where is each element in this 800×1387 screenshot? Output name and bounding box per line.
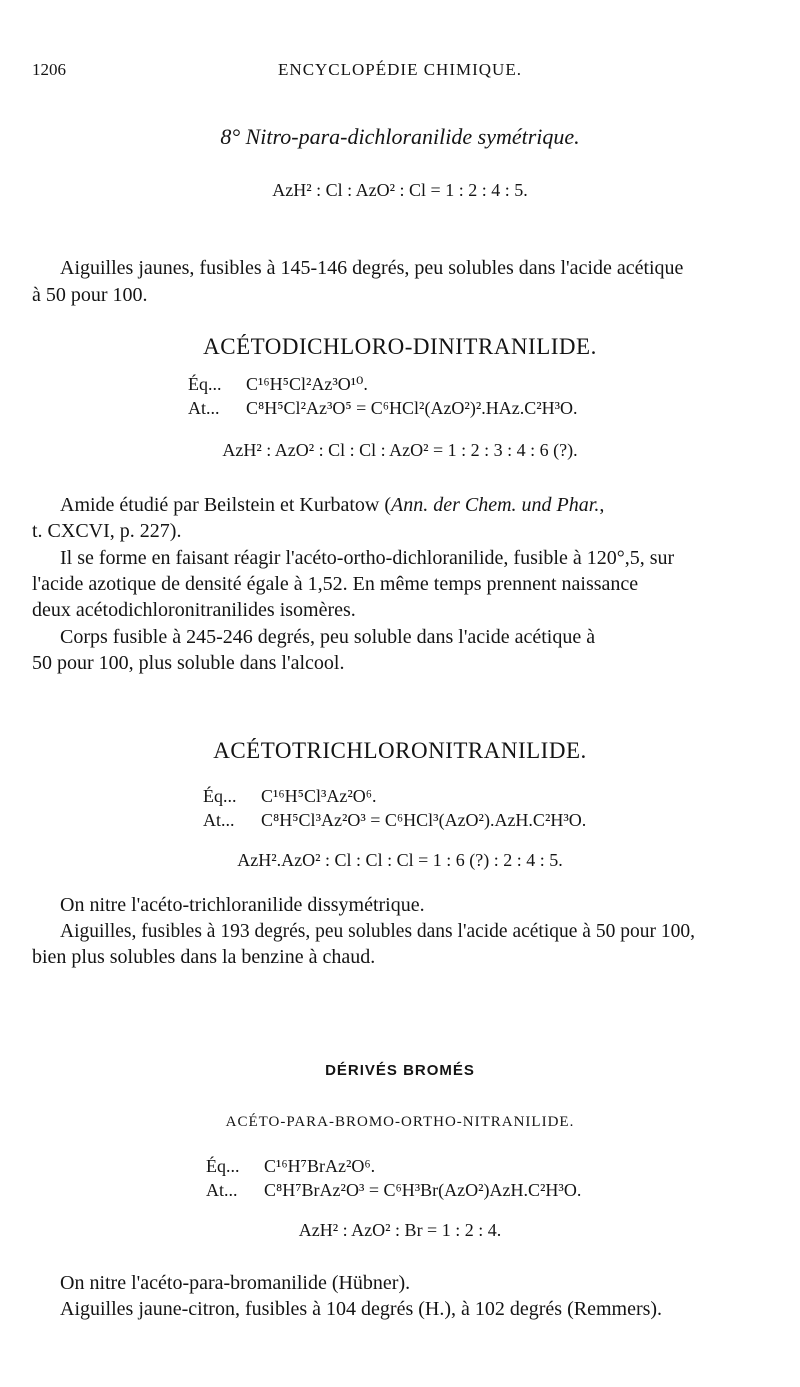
section-title-nitro: 8° Nitro-para-dichloranilide symétrique. (220, 124, 580, 149)
p1-dinitro-line1 (60, 492, 604, 519)
running-title: ENCYCLOPÉDIE CHIMIQUE. (278, 60, 522, 79)
eq-formula: C¹⁶H⁵Cl²Az³O¹⁰. (246, 374, 368, 394)
p2-dinitro-line2: l'acide azotique de densité égale à 1,52. En même temps prennent naissance (32, 573, 639, 595)
p1-bromo: On nitre l'acéto-para-bromanilide (Hübner). (60, 1272, 411, 1294)
heading-trichloro: ACÉTOTRICHLORONITRANILIDE. (213, 738, 587, 763)
at-label: At... (206, 1180, 238, 1200)
eq-line-trichloro (203, 786, 377, 807)
eq-label: Éq... (203, 786, 237, 806)
eq-formula: C¹⁶H⁵Cl³Az²O⁶. (261, 786, 377, 806)
ratio-nitro: AzH² : Cl : AzO² : Cl = 1 : 2 : 4 : 5. (272, 180, 528, 200)
subheading-bromo: ACÉTO-PARA-BROMO-ORTHO-NITRANILIDE. (225, 1114, 575, 1130)
text-nitro-line2: à 50 pour 100. (32, 284, 148, 306)
p3-dinitro-line1: Corps fusible à 245-246 degrés, peu soluble dans l'acide acétique à (60, 626, 596, 648)
journal-title: Ann. der Chem. und Phar. (391, 494, 600, 516)
p1-text: Amide étudié par Beilstein et Kurbatow ( (60, 494, 392, 516)
at-line-bromo (206, 1180, 581, 1201)
p2-dinitro-line1: Il se forme en faisant réagir l'acéto-ortho-dichloranilide, fusible à 120°,5, sur (60, 547, 675, 569)
at-formula: C⁸H⁵Cl²Az³O⁵ = C⁶HCl²(AzO²)².HAz.C²H³O. (246, 398, 578, 418)
heading-dinitro: ACÉTODICHLORO-DINITRANILIDE. (203, 334, 597, 359)
p1-comma: , (599, 494, 605, 516)
ratio-bromo: AzH² : AzO² : Br = 1 : 2 : 4. (298, 1220, 502, 1240)
at-line-dinitro (188, 398, 578, 419)
text-nitro-line1: Aiguilles jaunes, fusibles à 145-146 degrés, peu solubles dans l'acide acétique (60, 257, 684, 279)
p1-dinitro-line2: t. CXCVI, p. 227). (32, 520, 182, 542)
ratio-trichloro: AzH².AzO² : Cl : Cl : Cl = 1 : 6 (?) : 2 : 4 : 5. (237, 850, 563, 870)
eq-label: Éq... (206, 1156, 240, 1176)
p2-trichloro-line2: bien plus solubles dans la benzine à chaud. (32, 946, 376, 968)
at-line-trichloro (203, 810, 586, 831)
p2-trichloro-line1: Aiguilles, fusibles à 193 degrés, peu solubles dans l'acide acétique à 50 pour 100, (60, 921, 695, 942)
eq-line-bromo (206, 1156, 375, 1177)
eq-line-dinitro (188, 374, 368, 395)
p2-dinitro-line3: deux acétodichloronitranilides isomères. (32, 599, 356, 621)
at-formula: C⁸H⁷BrAz²O³ = C⁶H³Br(AzO²)AzH.C²H³O. (264, 1180, 582, 1200)
eq-label: Éq... (188, 374, 222, 394)
heading-bromes: DÉRIVÉS BROMÉS (325, 1062, 475, 1079)
p3-dinitro-line2: 50 pour 100, plus soluble dans l'alcool. (32, 652, 345, 674)
page-number: 1206 (32, 60, 66, 79)
at-label: At... (188, 398, 220, 418)
p2-bromo: Aiguilles jaune-citron, fusibles à 104 degrés (H.), à 102 degrés (Remmers). (60, 1298, 663, 1320)
p1-trichloro: On nitre l'acéto-trichloranilide dissymétrique. (60, 894, 425, 916)
at-formula: C⁸H⁵Cl³Az²O³ = C⁶HCl³(AzO²).AzH.C²H³O. (261, 810, 587, 830)
ratio-dinitro: AzH² : AzO² : Cl : Cl : AzO² = 1 : 2 : 3 : 4 : 6 (?). (222, 440, 578, 460)
at-label: At... (203, 810, 235, 830)
eq-formula: C¹⁶H⁷BrAz²O⁶. (264, 1156, 376, 1176)
